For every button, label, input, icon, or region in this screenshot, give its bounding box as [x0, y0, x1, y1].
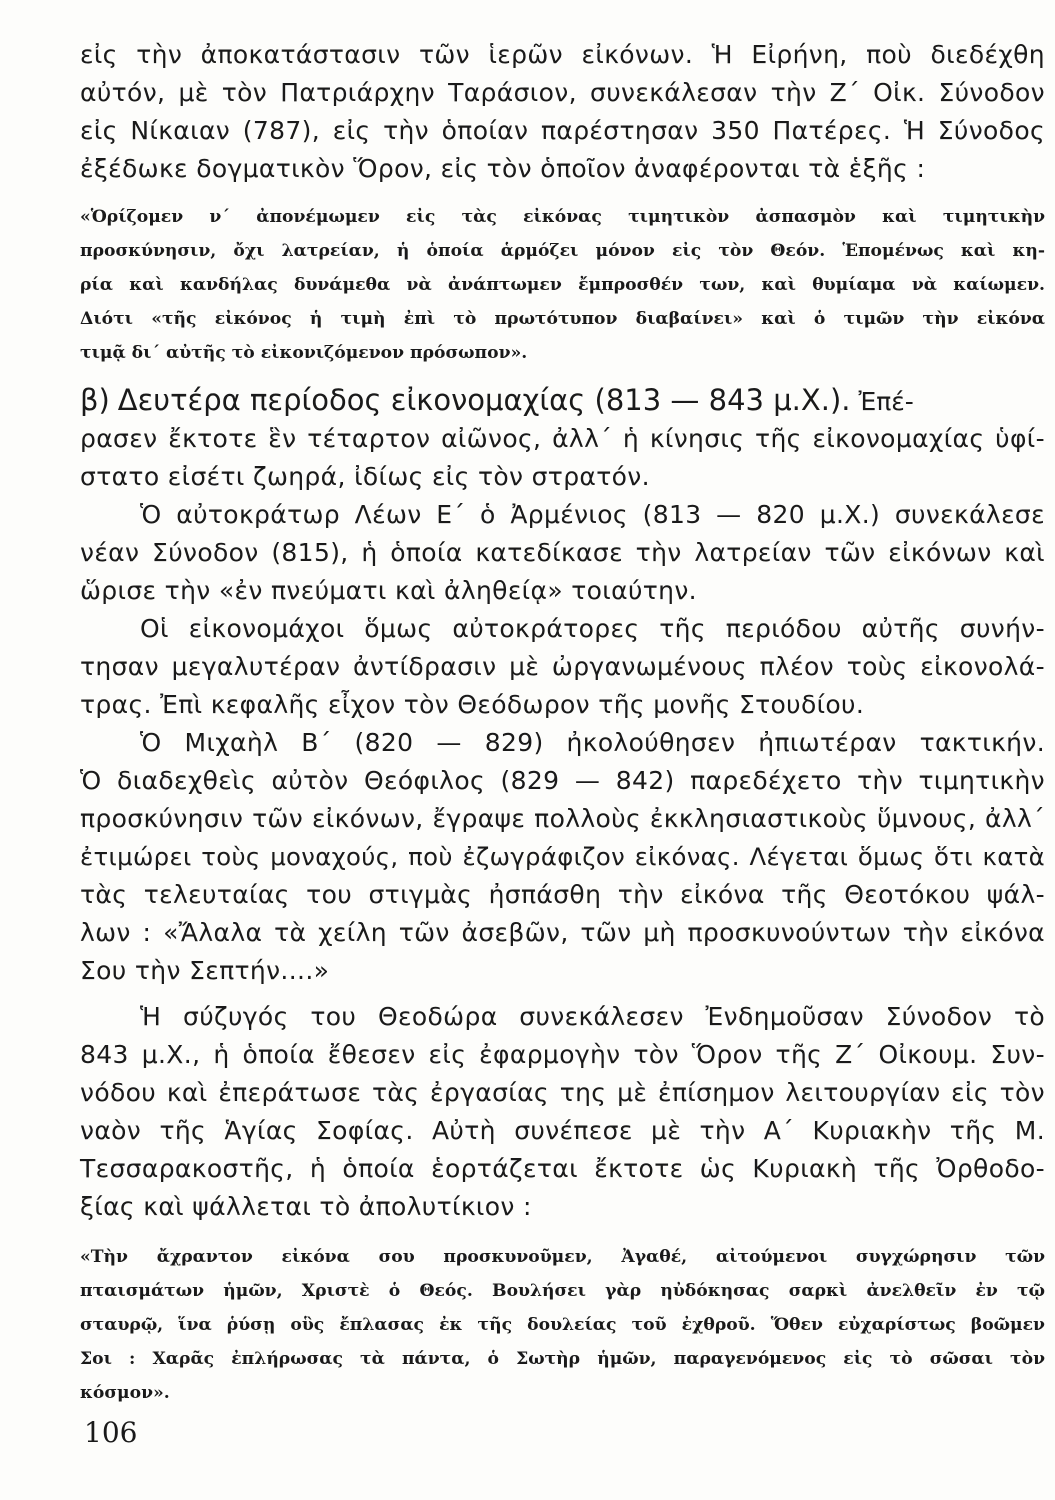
text-line: ἐξέδωκε δογματικὸν Ὅρον, εἰς τὸν ὁποῖον ἀναφέρονται τὰ ἑξῆς :: [80, 154, 926, 183]
quote-line: ρία καὶ κανδήλας δυνάμεθα νὰ ἀνάπτωμεν ἔμπροσθέν των, καὶ θυμίαμα νὰ καίωμεν.: [80, 275, 1045, 295]
text-line: τησαν μεγαλυτέραν ἀντίδρασιν μὲ ὠργανωμένους πλέον τοὺς εἰκονολά-: [80, 652, 1045, 681]
text-line: Σου τὴν Σεπτήν....»: [80, 956, 330, 985]
quote-line: κόσμον».: [80, 1383, 170, 1403]
text-line: Ὁ διαδεχθεὶς αὐτὸν Θεόφιλος (829 — 842) παρεδέχετο τὴν τιμητικὴν: [80, 766, 1045, 795]
text-line: Ὁ αὐτοκράτωρ Λέων Ε΄ ὁ Ἀρμένιος (813 — 820 μ.Χ.) συνεκάλεσε: [140, 500, 1045, 529]
section-heading: [80, 380, 1045, 420]
quote-line: Σοι : Χαρᾶς ἐπλήρωσας τὰ πάντα, ὁ Σωτὴρ ἡμῶν, παραγενόμενος εἰς τὸ σῶσαι τὸν: [80, 1349, 1045, 1369]
page-number: 106: [84, 1416, 138, 1449]
text-line: νόδου καὶ ἐπεράτωσε τὰς ἐργασίας της μὲ ἐπίσημον λειτουργίαν εἰς τὸν: [80, 1078, 1045, 1107]
text-line: ναὸν τῆς Ἁγίας Σοφίας. Αὐτὴ συνέπεσε μὲ τὴν Α΄ Κυριακὴν τῆς Μ.: [80, 1116, 1045, 1145]
quote-line: Διότι «τῆς εἰκόνος ἡ τιμὴ ἐπὶ τὸ πρωτότυπον διαβαίνει» καὶ ὁ τιμῶν τὴν εἰκόνα: [80, 309, 1045, 329]
text-line: ἐτιμώρει τοὺς μοναχούς, ποὺ ἐζωγράφιζον εἰκόνας. Λέγεται ὅμως ὅτι κατὰ: [80, 842, 1045, 871]
quote-line: «Τὴν ἄχραντον εἰκόνα σου προσκυνοῦμεν, Ἀγαθέ, αἰτούμενοι συγχώρησιν τῶν: [80, 1247, 1045, 1267]
text-line: 843 μ.Χ., ἡ ὁποία ἔθεσεν εἰς ἐφαρμογὴν τὸν Ὅρον τῆς Ζ΄ Οἰκουμ. Συν-: [80, 1040, 1045, 1069]
text-line: νέαν Σύνοδον (815), ἡ ὁποία κατεδίκασε τὴν λατρείαν τῶν εἰκόνων καὶ: [80, 538, 1045, 567]
text-line: προσκύνησιν τῶν εἰκόνων, ἔγραψε πολλοὺς ἐκκλησιαστικοὺς ὕμνους, ἀλλ΄: [80, 804, 1045, 833]
quote-apolytikion: [80, 1240, 1045, 1410]
book-page: [80, 36, 1045, 1410]
paragraph-synod-787: [80, 36, 1045, 188]
quote-line: πταισμάτων ἡμῶν, Χριστὲ ὁ Θεός. Βουλήσει γὰρ ηὐδόκησας σαρκὶ ἀνελθεῖν ἐν τῷ: [80, 1281, 1045, 1301]
text-line: Ὁ Μιχαὴλ Β΄ (820 — 829) ἠκολούθησεν ἠπιωτέραν τακτικήν.: [140, 728, 1045, 757]
text-line: ρασεν ἔκτοτε ἓν τέταρτον αἰῶνος, ἀλλ΄ ἡ κίνησις τῆς εἰκονομαχίας ὑφί-: [80, 424, 1045, 453]
text-line: ὥρισε τὴν «ἐν πνεύματι καὶ ἀληθείᾳ» τοιαύτην.: [80, 576, 697, 605]
paragraph-michael-theophilos: [80, 724, 1045, 990]
text-line: λων : «Ἄλαλα τὰ χείλη τῶν ἀσεβῶν, τῶν μὴ προσκυνούντων τὴν εἰκόνα: [80, 918, 1045, 947]
text-line: τὰς τελευταίας του στιγμὰς ἠσπάσθη τὴν εἰκόνα τῆς Θεοτόκου ψάλ-: [80, 880, 1045, 909]
quote-line: προσκύνησιν, ὄχι λατρείαν, ἡ ὁποία ἁρμόζει μόνον εἰς τὸν Θεόν. Ἑπομένως καὶ κη-: [80, 241, 1045, 261]
paragraph-theodora: [80, 998, 1045, 1226]
paragraph-leo-v: [80, 496, 1045, 610]
text-line: εἰς τὴν ἀποκατάστασιν τῶν ἱερῶν εἰκόνων. Ἡ Εἰρήνη, ποὺ διεδέχθη: [80, 40, 1045, 69]
text-line: Τεσσαρακοστῆς, ἡ ὁποία ἑορτάζεται ἔκτοτε ὡς Κυριακὴ τῆς Ὀρθοδο-: [80, 1154, 1045, 1183]
quote-line: τιμᾷ δι΄ αὐτῆς τὸ εἰκονιζόμενον πρόσωπον».: [80, 343, 528, 363]
quote-line: «Ὁρίζομεν ν΄ ἀπονέμωμεν εἰς τὰς εἰκόνας τιμητικὸν ἀσπασμὸν καὶ τιμητικὴν: [80, 207, 1045, 227]
text-line: αὐτόν, μὲ τὸν Πατριάρχην Ταράσιον, συνεκάλεσαν τὴν Ζ΄ Οἰκ. Σύνοδον: [80, 78, 1045, 107]
paragraph-iconoclasts: [80, 610, 1045, 724]
quote-line: σταυρῷ, ἵνα ῥύσῃ οὓς ἔπλασας ἐκ τῆς δουλείας τοῦ ἐχθροῦ. Ὅθεν εὐχαρίστως βοῶμεν: [80, 1315, 1045, 1335]
section-heading-continuation: Ἐπέ-: [858, 387, 914, 416]
paragraph-second-period: [80, 420, 1045, 496]
section-label: β): [80, 383, 110, 417]
section-title: Δευτέρα περίοδος εἰκονομαχίας (813 — 843 μ.Χ.).: [117, 383, 851, 417]
text-line: τρας. Ἐπὶ κεφαλῆς εἶχον τὸν Θεόδωρον τῆς μονῆς Στουδίου.: [80, 690, 865, 719]
text-line: Οἱ εἰκονομάχοι ὅμως αὐτοκράτορες τῆς περιόδου αὐτῆς συνήν-: [140, 614, 1045, 643]
quote-horos: [80, 200, 1045, 370]
text-line: στατο εἰσέτι ζωηρά, ἰδίως εἰς τὸν στρατόν.: [80, 462, 650, 491]
text-line: εἰς Νίκαιαν (787), εἰς τὴν ὁποίαν παρέστησαν 350 Πατέρες. Ἡ Σύνοδος: [80, 116, 1045, 145]
text-line: Ἡ σύζυγός του Θεοδώρα συνεκάλεσεν Ἐνδημοῦσαν Σύνοδον τὸ: [140, 1002, 1045, 1031]
text-line: ξίας καὶ ψάλλεται τὸ ἀπολυτίκιον :: [80, 1192, 532, 1221]
